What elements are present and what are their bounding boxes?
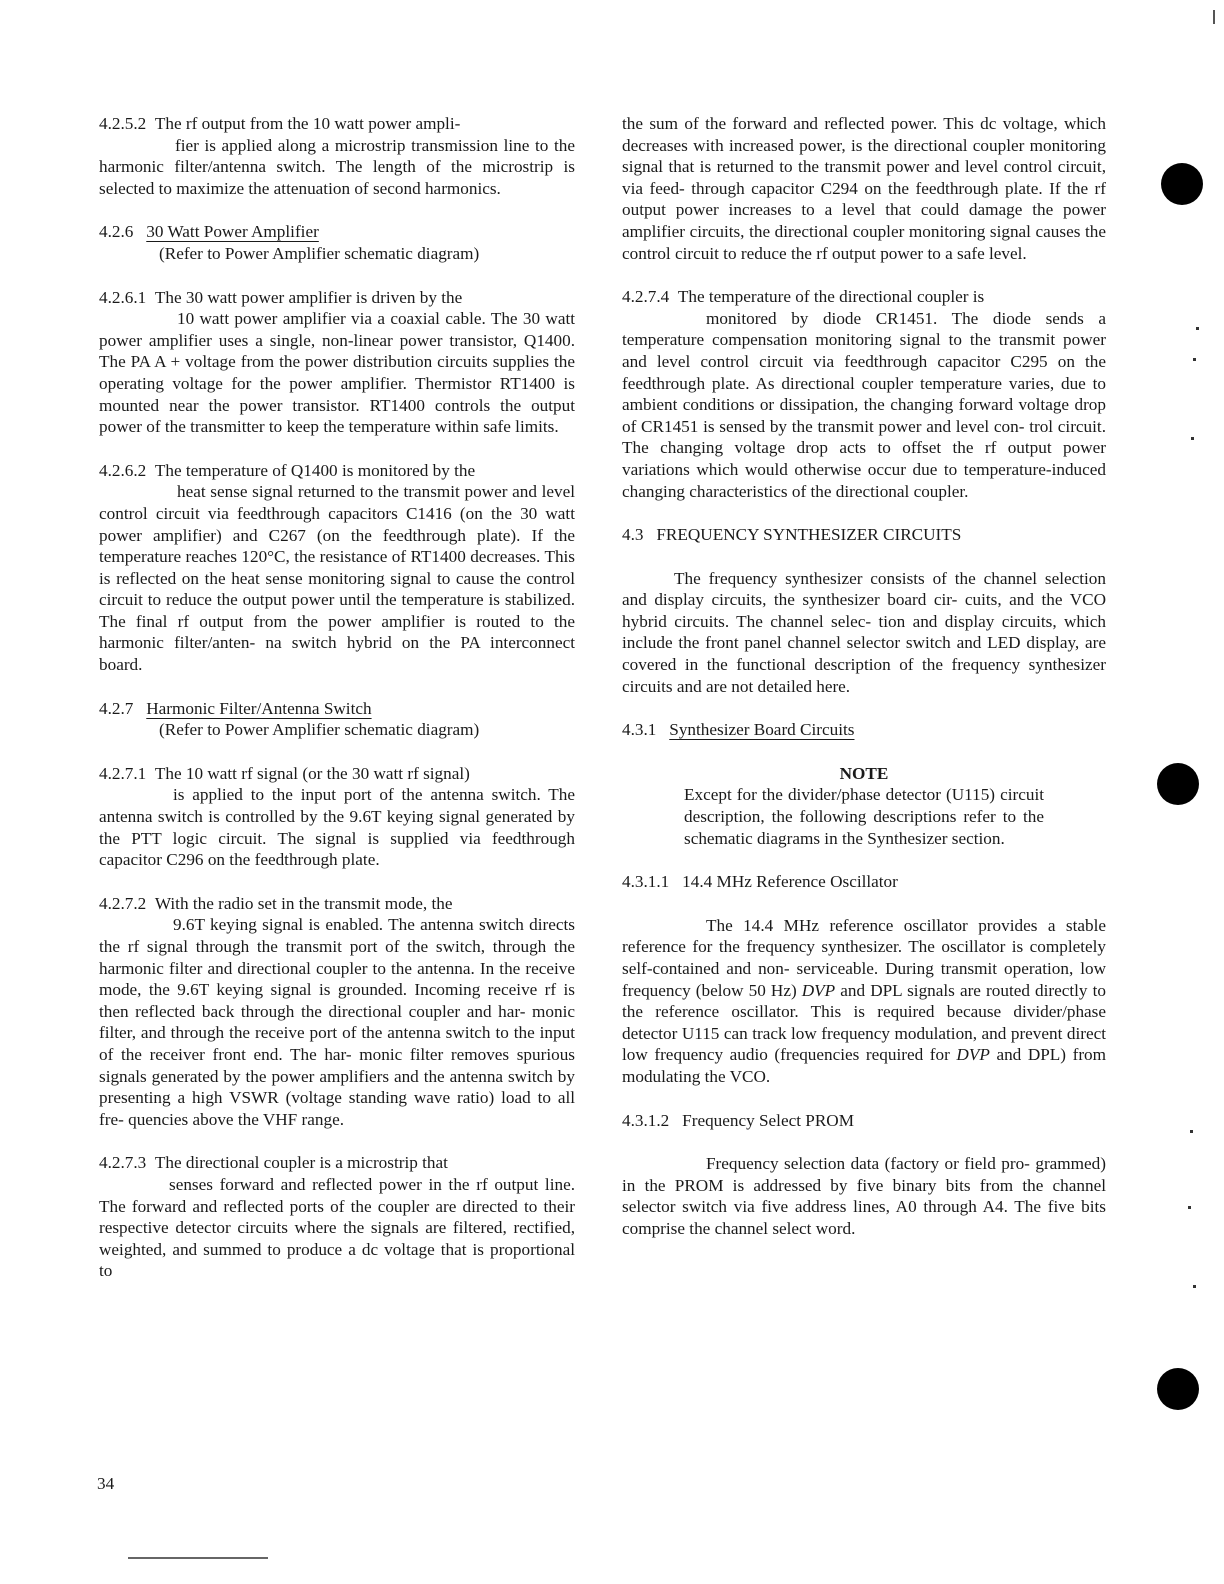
section-heading-4-2-6: [99, 221, 575, 243]
paragraph-body: 9.6T keying signal is enabled. The antenna switch directs the rf signal through the transmit port of the switch, through the harmonic filter and directional coupler to the antenna. In the receive mode, the 9.6T keying signal is grounded. Incoming receive rf is then reflected back through the directional coupler and har- monic filter, and through the receive port of the antenna switch to the input of the receiver front end. The har- monic filter removes spurious signals generated by the power amplifiers and the antenna switch by presenting a high VSWR (voltage standing wave ratio) load to all fre- quencies above the VHF range.: [99, 915, 575, 1129]
paragraph-4-2-5-2: [99, 113, 575, 199]
paragraph-first-line: The temperature of Q1400 is monitored by the: [154, 460, 476, 480]
heading-reference-note: (Refer to Power Amplifier schematic diagram): [159, 243, 480, 263]
section-heading-4-2-7: [99, 698, 575, 720]
section-heading-4-3-1-1: [622, 871, 1106, 893]
paragraph-text: The 14.4 MHz reference oscillator provides a stable reference for the frequency synthesizer. The oscillator is completely self-contained and non- serviceable. During transmit operation, low frequency (below 50 Hz): [622, 915, 1106, 1000]
paragraph-first-line: The 10 watt rf signal (or the 30 watt rf signal): [154, 763, 470, 783]
dvp-term: DVP: [956, 1045, 990, 1065]
paragraph-first-line: The directional coupler is a microstrip that: [154, 1153, 448, 1173]
paragraph-4-2-6-1: [99, 287, 575, 438]
paragraph-number: 4.2.6.1: [99, 287, 147, 307]
paragraph-first-line: The 30 watt power amplifier is driven by the: [154, 287, 463, 307]
heading-reference-note: (Refer to Power Amplifier schematic diagram): [159, 720, 480, 740]
scan-speck: [1193, 1285, 1196, 1288]
paragraph-body: fier is applied along a microstrip transmission line to the harmonic filter/antenna switch. The length of the microstrip is selected to maximize the attenuation of second harmonics.: [99, 135, 575, 198]
heading-title: FREQUENCY SYNTHESIZER CIRCUITS: [656, 525, 962, 545]
heading-number: 4.2.7: [99, 698, 134, 718]
heading-title: Harmonic Filter/Antenna Switch: [146, 698, 372, 718]
paragraph-body: is applied to the input port of the antenna switch. The antenna switch is controlled by the 9.6T keying signal generated by the PTT logic circuit. The signal is supplied via feedthrough capacitor C296 on the feedthrough plate.: [99, 785, 575, 870]
paragraph-body: monitored by diode CR1451. The diode sends a temperature compensation monitoring signal to the transmit power and level control circuit via feedthrough capacitor C295 on the feedthrough plate. As directional coupler temperature varies, due to ambient conditions or dissipation, the changing forward voltage drop of CR1451 is sensed by the transmit power and level con- trol circuit. The changing voltage drop acts to offset the rf output power variations which would otherwise occur due to temperature-induced changing characteristics of the directional coupler.: [622, 308, 1106, 501]
dvp-term: DVP: [801, 980, 836, 1000]
binder-hole-mark: [1157, 1368, 1199, 1410]
heading-title: 30 Watt Power Amplifier: [146, 222, 319, 242]
paragraph-number: 4.2.7.3: [99, 1153, 147, 1173]
section-heading-4-3-1-2: [622, 1110, 1106, 1132]
footer-rule: [128, 1557, 268, 1559]
paragraph-text: and DPL signals are routed directly to the reference oscillator. This is required because divider/phase detector U115 can track low frequency modulation, and prevent direct low frequency audio (frequencies required for: [622, 980, 1106, 1065]
scan-speck: [1191, 437, 1194, 440]
paragraph-4-3: The frequency synthesizer consists of the channel selection and display circuits, the synthesizer board cir- cuits, and the VCO hybrid circuits. The channel selec- tion and display circuits, which include the front panel channel selector switch and LED display, are covered in the functional description of the frequency synthesizer circuits and are not detailed here.: [622, 568, 1106, 696]
paragraph-number: 4.2.7.1: [99, 763, 147, 783]
heading-title: Synthesizer Board Circuits: [669, 720, 855, 740]
scan-speck: [1190, 1130, 1193, 1133]
note-title: NOTE: [839, 763, 889, 783]
paragraph-number: 4.2.5.2: [99, 114, 147, 133]
paragraph-number: 4.2.7.4: [622, 287, 670, 307]
paragraph-first-line: The rf output from the 10 watt power ampli-: [154, 114, 461, 133]
note-body: Except for the divider/phase detector (U115) circuit description, the following descriptions refer to the schematic diagrams in the Synthesizer section.: [684, 785, 1044, 848]
paragraph-number: 4.2.6.2: [99, 460, 147, 480]
paragraph-4-2-7-3: [99, 1152, 575, 1282]
heading-number: 4.3.1: [622, 720, 657, 740]
heading-number: 4.2.6: [99, 222, 134, 242]
paragraph-body: heat sense signal returned to the transmit power and level control circuit via feedthrough capacitors C1416 (on the 30 watt power amplifier) and C267 (on the feedthrough plate). If the temperature reaches 120°C, the resistance of RT1400 decreases. This is reflected on the heat sense monitoring signal to cause the control circuit to reduce the output power until the temperature is stabilized. The final rf output from the power amplifier is routed to the harmonic filter/anten- na switch hybrid on the PA interconnect board.: [99, 482, 575, 675]
paragraph-4-2-6-2: [99, 460, 575, 676]
heading-number: 4.3: [622, 525, 644, 545]
scan-speck: [1188, 1206, 1191, 1209]
scan-speck: [1193, 358, 1196, 361]
scan-edge-mark: [1213, 10, 1215, 24]
left-column: [99, 113, 575, 1282]
paragraph-text: and DPL) from modulating the VCO.: [622, 1045, 1107, 1086]
paragraph-first-line: The temperature of the directional coupler is: [677, 287, 985, 307]
paragraph-4-3-1-2: Frequency selection data (factory or field pro- grammed) in the PROM is addressed by five binary bits from the channel selector switch via five address lines, A0 through A4. The five bits comprise the channel select word.: [622, 1154, 1106, 1238]
paragraph-number: 4.2.7.2: [99, 893, 147, 913]
heading-title: 14.4 MHz Reference Oscillator: [682, 872, 898, 892]
paragraph-continuation: the sum of the forward and reflected power. This dc voltage, which decreases with increased power, is the directional coupler monitoring signal that is returned to the transmit power and level control circuit, via feed- through capacitor C294 on the feedthrough plate. If the rf output power increases to a level that could damage the power amplifier circuits, the directional coupler monitoring signal causes the control circuit to reduce the rf output power to a safe level.: [622, 114, 1106, 263]
heading-number: 4.3.1.1: [622, 872, 670, 892]
paragraph-first-line: With the radio set in the transmit mode, the: [154, 893, 453, 913]
page-number: 34: [97, 1474, 115, 1493]
binder-hole-mark: [1157, 763, 1199, 805]
scan-speck: [1196, 327, 1199, 330]
paragraph-4-2-7-2: [99, 893, 575, 1131]
heading-title: Frequency Select PROM: [682, 1110, 855, 1130]
paragraph-4-2-7-1: [99, 763, 575, 871]
heading-number: 4.3.1.2: [622, 1110, 670, 1130]
section-heading-4-3-1: [622, 719, 1106, 741]
paragraph-4-3-1-1: [622, 915, 1106, 1088]
paragraph-body: 10 watt power amplifier via a coaxial cable. The 30 watt power amplifier uses a single, non-linear power transistor, Q1400. The PA A + voltage from the power distribution circuits supplies the operating voltage for the power amplifier. Thermistor RT1400 is mounted near the power transistor. RT1400 controls the output power of the transmitter to keep the temperature within safe limits.: [99, 309, 575, 437]
paragraph-4-2-7-4: [622, 286, 1106, 502]
binder-hole-mark: [1161, 163, 1203, 205]
section-heading-4-3: [622, 524, 1106, 546]
paragraph-body: senses forward and reflected power in the rf output line. The forward and reflected ports of the coupler are directed to their respective detector circuits where the signals are filtered, rectified, weighted, and summed to produce a dc voltage that is proportional to: [99, 1174, 575, 1281]
right-column: [622, 113, 1106, 1240]
